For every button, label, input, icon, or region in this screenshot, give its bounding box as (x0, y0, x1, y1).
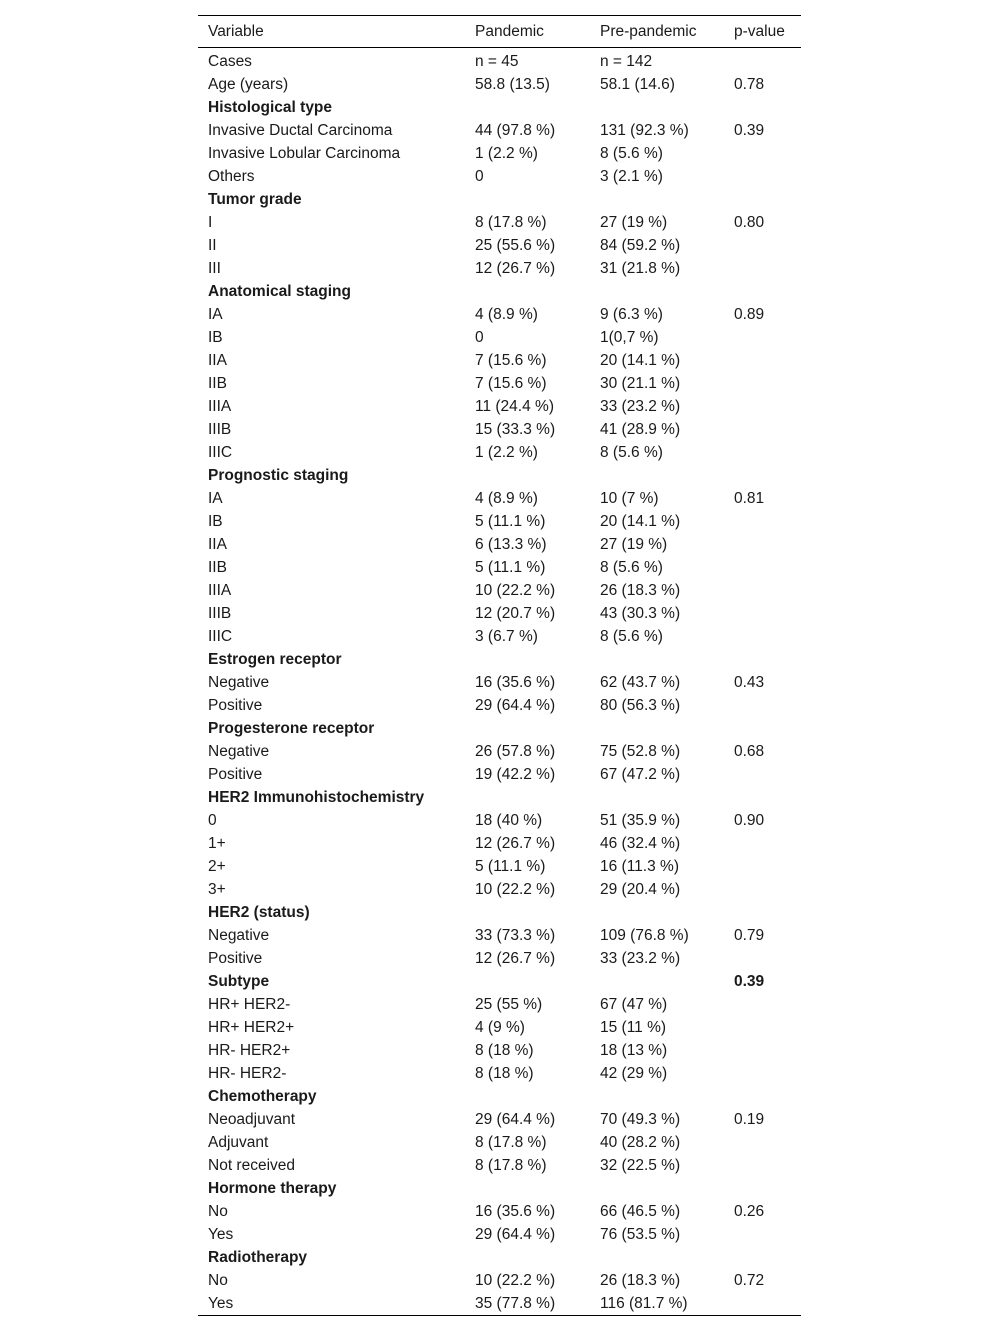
cell-pandemic (465, 717, 590, 740)
cell-variable: Hormone therapy (208, 1179, 337, 1197)
cell-variable: Anatomical staging (208, 282, 351, 300)
cell-prepandemic: 9 (6.3 %) (600, 305, 663, 323)
cell-variable: IIIA (208, 397, 232, 415)
cell-variable: HER2 (status) (208, 903, 310, 921)
cell-pandemic (465, 1177, 590, 1200)
cell-prepandemic: 41 (28.9 %) (600, 420, 681, 438)
cell-pvalue (724, 533, 801, 556)
cell-variable: 0 (208, 811, 217, 829)
cell-prepandemic: 29 (20.4 %) (600, 880, 681, 898)
cell-variable: Positive (208, 949, 263, 967)
table-row (198, 349, 801, 372)
cell-pandemic: 12 (26.7 %) (475, 259, 556, 277)
cell-variable: III (208, 259, 221, 277)
section-row (198, 464, 801, 487)
cell-prepandemic: 42 (29 %) (600, 1064, 668, 1082)
cell-prepandemic (590, 901, 724, 924)
cell-pvalue (724, 625, 801, 648)
table-row (198, 878, 801, 901)
cell-variable: Positive (208, 765, 263, 783)
cell-prepandemic (590, 717, 724, 740)
cell-variable: Radiotherapy (208, 1248, 308, 1266)
cell-pandemic: 0 (475, 167, 484, 185)
cell-pvalue (724, 1223, 801, 1246)
cell-pvalue (724, 763, 801, 786)
cell-pandemic: 33 (73.3 %) (475, 926, 556, 944)
cell-pvalue (724, 257, 801, 280)
cell-prepandemic: 43 (30.3 %) (600, 604, 681, 622)
cell-pandemic: 1 (2.2 %) (475, 144, 538, 162)
cell-pvalue (724, 993, 801, 1016)
cell-pandemic: 26 (57.8 %) (475, 742, 556, 760)
table-row (198, 832, 801, 855)
table-row (198, 73, 801, 96)
table-row (198, 809, 801, 832)
cell-prepandemic: n = 142 (600, 52, 653, 70)
cell-prepandemic: 40 (28.2 %) (600, 1133, 681, 1151)
cell-variable: Invasive Ductal Carcinoma (208, 121, 393, 139)
cell-pandemic: 4 (8.9 %) (475, 305, 538, 323)
cell-variable: IB (208, 328, 223, 346)
cell-prepandemic: 27 (19 %) (600, 213, 668, 231)
table-row (198, 625, 801, 648)
cell-prepandemic: 27 (19 %) (600, 535, 668, 553)
cell-variable: IA (208, 489, 223, 507)
cell-pandemic: n = 45 (475, 52, 519, 70)
table-row (198, 1039, 801, 1062)
data-table-container (198, 15, 801, 1316)
cell-prepandemic: 18 (13 %) (600, 1041, 668, 1059)
table-row (198, 740, 801, 763)
table-row (198, 326, 801, 349)
cell-variable: 1+ (208, 834, 226, 852)
cell-pandemic: 5 (11.1 %) (475, 512, 546, 530)
header-row (198, 16, 801, 48)
cell-pvalue (724, 786, 801, 809)
cell-pandemic (465, 464, 590, 487)
cell-prepandemic: 10 (7 %) (600, 489, 659, 507)
table-row (198, 947, 801, 970)
cell-variable: IIIB (208, 604, 232, 622)
table-row (198, 1062, 801, 1085)
cell-prepandemic: 75 (52.8 %) (600, 742, 681, 760)
cell-pvalue (724, 372, 801, 395)
cell-pvalue: 0.79 (734, 926, 765, 944)
cell-pvalue (724, 165, 801, 188)
cell-prepandemic: 70 (49.3 %) (600, 1110, 681, 1128)
cell-prepandemic: 80 (56.3 %) (600, 696, 681, 714)
cell-pandemic (465, 970, 590, 993)
cell-variable: Age (years) (208, 75, 289, 93)
table-body (198, 48, 801, 1316)
comparison-table (198, 15, 801, 1316)
cell-pandemic (465, 786, 590, 809)
table-row (198, 556, 801, 579)
cell-pvalue: 0.89 (734, 305, 765, 323)
cell-variable: Yes (208, 1294, 234, 1312)
cell-prepandemic: 33 (23.2 %) (600, 397, 681, 415)
cell-pvalue (724, 326, 801, 349)
cell-variable: Prognostic staging (208, 466, 349, 484)
table-row (198, 993, 801, 1016)
cell-variable: II (208, 236, 217, 254)
cell-pvalue (724, 579, 801, 602)
cell-prepandemic: 31 (21.8 %) (600, 259, 681, 277)
table-row (198, 48, 801, 74)
cell-prepandemic: 8 (5.6 %) (600, 627, 663, 645)
cell-variable: IB (208, 512, 223, 530)
cell-prepandemic: 66 (46.5 %) (600, 1202, 681, 1220)
cell-prepandemic: 15 (11 %) (600, 1018, 667, 1036)
cell-pvalue (724, 855, 801, 878)
cell-prepandemic: 67 (47 %) (600, 995, 668, 1013)
section-row (198, 901, 801, 924)
cell-pvalue: 0.39 (734, 972, 765, 990)
table-row (198, 579, 801, 602)
section-row (198, 1177, 801, 1200)
cell-variable: I (208, 213, 213, 231)
cell-variable: Cases (208, 52, 252, 70)
cell-prepandemic: 33 (23.2 %) (600, 949, 681, 967)
cell-pandemic (465, 1246, 590, 1269)
cell-pvalue (724, 441, 801, 464)
cell-pvalue: 0.81 (734, 489, 765, 507)
table-row (198, 1016, 801, 1039)
cell-pvalue (724, 1016, 801, 1039)
cell-prepandemic (590, 970, 724, 993)
cell-pandemic: 4 (9 %) (475, 1018, 525, 1036)
cell-pvalue (724, 349, 801, 372)
section-row (198, 648, 801, 671)
section-row (198, 1246, 801, 1269)
cell-variable: IA (208, 305, 223, 323)
cell-variable: Neoadjuvant (208, 1110, 296, 1128)
cell-pvalue (724, 1062, 801, 1085)
cell-variable: HR+ HER2- (208, 995, 291, 1013)
cell-variable: Adjuvant (208, 1133, 269, 1151)
cell-pandemic: 25 (55.6 %) (475, 236, 556, 254)
table-row (198, 1223, 801, 1246)
cell-pvalue (724, 1292, 801, 1316)
cell-pvalue (724, 188, 801, 211)
cell-variable: HER2 Immunohistochemistry (208, 788, 425, 806)
table-row (198, 165, 801, 188)
cell-pandemic: 4 (8.9 %) (475, 489, 538, 507)
cell-pandemic: 19 (42.2 %) (475, 765, 556, 783)
section-row (198, 280, 801, 303)
cell-variable: IIIC (208, 443, 233, 461)
cell-pvalue (724, 48, 801, 74)
table-row (198, 1131, 801, 1154)
cell-pvalue: 0.78 (734, 75, 765, 93)
cell-variable: IIIA (208, 581, 232, 599)
cell-pandemic: 7 (15.6 %) (475, 374, 547, 392)
cell-pvalue (724, 395, 801, 418)
cell-variable: IIB (208, 558, 227, 576)
table-row (198, 487, 801, 510)
cell-pandemic: 8 (17.8 %) (475, 213, 547, 231)
header-pandemic: Pandemic (475, 22, 544, 40)
cell-pandemic: 29 (64.4 %) (475, 1225, 556, 1243)
cell-pandemic: 12 (20.7 %) (475, 604, 556, 622)
cell-pandemic: 3 (6.7 %) (475, 627, 538, 645)
cell-pvalue (724, 1085, 801, 1108)
cell-pandemic: 5 (11.1 %) (475, 558, 546, 576)
cell-pandemic: 16 (35.6 %) (475, 1202, 556, 1220)
cell-pvalue (724, 694, 801, 717)
table-row (198, 510, 801, 533)
cell-variable: HR- HER2- (208, 1064, 287, 1082)
cell-pvalue: 0.90 (734, 811, 765, 829)
cell-prepandemic: 51 (35.9 %) (600, 811, 681, 829)
table-row (198, 234, 801, 257)
section-row (198, 970, 801, 993)
cell-pandemic: 25 (55 %) (475, 995, 543, 1013)
cell-pvalue (724, 947, 801, 970)
cell-variable: No (208, 1271, 228, 1289)
cell-pvalue (724, 280, 801, 303)
section-row (198, 96, 801, 119)
cell-pvalue: 0.19 (734, 1110, 765, 1128)
cell-pvalue (724, 464, 801, 487)
cell-prepandemic: 3 (2.1 %) (600, 167, 663, 185)
cell-pandemic (465, 96, 590, 119)
cell-prepandemic: 62 (43.7 %) (600, 673, 681, 691)
cell-variable: 2+ (208, 857, 226, 875)
cell-variable: Tumor grade (208, 190, 302, 208)
cell-pandemic: 11 (24.4 %) (475, 397, 554, 415)
cell-variable: 3+ (208, 880, 226, 898)
section-row (198, 188, 801, 211)
cell-pandemic (465, 188, 590, 211)
cell-prepandemic: 116 (81.7 %) (600, 1294, 688, 1312)
cell-pandemic: 6 (13.3 %) (475, 535, 547, 553)
cell-variable: Subtype (208, 972, 270, 990)
cell-pandemic: 8 (17.8 %) (475, 1133, 547, 1151)
table-row (198, 441, 801, 464)
cell-pandemic (465, 280, 590, 303)
cell-variable: Others (208, 167, 255, 185)
cell-variable: Yes (208, 1225, 234, 1243)
cell-pandemic: 8 (18 %) (475, 1041, 534, 1059)
cell-prepandemic: 84 (59.2 %) (600, 236, 681, 254)
cell-variable: Negative (208, 742, 270, 760)
cell-variable: IIIC (208, 627, 233, 645)
cell-variable: IIA (208, 535, 227, 553)
table-row (198, 1269, 801, 1292)
cell-prepandemic: 26 (18.3 %) (600, 1271, 681, 1289)
table-header (198, 16, 801, 48)
cell-pvalue (724, 96, 801, 119)
cell-pvalue (724, 648, 801, 671)
cell-prepandemic: 8 (5.6 %) (600, 558, 663, 576)
cell-pandemic: 5 (11.1 %) (475, 857, 546, 875)
cell-pvalue: 0.43 (734, 673, 765, 691)
section-row (198, 717, 801, 740)
cell-pvalue: 0.26 (734, 1202, 765, 1220)
cell-pvalue: 0.72 (734, 1271, 765, 1289)
cell-pvalue (724, 901, 801, 924)
table-row (198, 1108, 801, 1131)
header-variable: Variable (208, 22, 264, 40)
cell-prepandemic: 32 (22.5 %) (600, 1156, 681, 1174)
cell-prepandemic: 58.1 (14.6) (600, 75, 675, 93)
cell-pandemic: 58.8 (13.5) (475, 75, 550, 93)
cell-pvalue (724, 1131, 801, 1154)
cell-pvalue (724, 717, 801, 740)
cell-prepandemic (590, 786, 724, 809)
cell-pandemic: 16 (35.6 %) (475, 673, 556, 691)
cell-pandemic: 29 (64.4 %) (475, 696, 556, 714)
cell-pandemic: 18 (40 %) (475, 811, 543, 829)
cell-prepandemic (590, 280, 724, 303)
cell-variable: Estrogen receptor (208, 650, 342, 668)
cell-pandemic: 1 (2.2 %) (475, 443, 538, 461)
cell-prepandemic (590, 188, 724, 211)
table-row (198, 395, 801, 418)
cell-variable: Negative (208, 926, 270, 944)
header-pvalue: p-value (734, 22, 785, 40)
cell-prepandemic: 8 (5.6 %) (600, 144, 663, 162)
cell-pandemic: 0 (475, 328, 484, 346)
table-row (198, 119, 801, 142)
cell-pvalue (724, 1039, 801, 1062)
cell-prepandemic: 67 (47.2 %) (600, 765, 681, 783)
cell-pvalue (724, 142, 801, 165)
cell-prepandemic: 1(0,7 %) (600, 328, 659, 346)
table-row (198, 142, 801, 165)
cell-variable: Negative (208, 673, 270, 691)
cell-variable: Chemotherapy (208, 1087, 317, 1105)
cell-prepandemic (590, 464, 724, 487)
cell-variable: Invasive Lobular Carcinoma (208, 144, 401, 162)
table-row (198, 1154, 801, 1177)
table-row (198, 671, 801, 694)
cell-pandemic: 12 (26.7 %) (475, 949, 556, 967)
table-row (198, 211, 801, 234)
cell-pandemic: 12 (26.7 %) (475, 834, 556, 852)
cell-variable: Histological type (208, 98, 333, 116)
cell-variable: Positive (208, 696, 263, 714)
cell-prepandemic: 76 (53.5 %) (600, 1225, 681, 1243)
cell-pandemic: 10 (22.2 %) (475, 880, 556, 898)
cell-prepandemic (590, 1246, 724, 1269)
cell-prepandemic: 20 (14.1 %) (600, 351, 681, 369)
table-row (198, 303, 801, 326)
cell-prepandemic (590, 1177, 724, 1200)
section-row (198, 786, 801, 809)
table-row (198, 602, 801, 625)
table-row (198, 1292, 801, 1316)
cell-variable: Not received (208, 1156, 296, 1174)
cell-prepandemic (590, 1085, 724, 1108)
cell-pvalue: 0.39 (734, 121, 765, 139)
cell-prepandemic: 131 (92.3 %) (600, 121, 689, 139)
cell-pvalue (724, 556, 801, 579)
cell-prepandemic: 20 (14.1 %) (600, 512, 681, 530)
cell-pvalue (724, 1177, 801, 1200)
table-row (198, 855, 801, 878)
cell-pandemic: 8 (17.8 %) (475, 1156, 547, 1174)
cell-prepandemic: 8 (5.6 %) (600, 443, 663, 461)
cell-variable: IIB (208, 374, 227, 392)
cell-pvalue (724, 1246, 801, 1269)
table-row (198, 533, 801, 556)
cell-pvalue: 0.68 (734, 742, 765, 760)
table-row (198, 763, 801, 786)
table-row (198, 372, 801, 395)
cell-pvalue (724, 510, 801, 533)
cell-pandemic: 15 (33.3 %) (475, 420, 556, 438)
section-row (198, 1085, 801, 1108)
cell-prepandemic: 46 (32.4 %) (600, 834, 681, 852)
cell-variable: IIIB (208, 420, 232, 438)
table-row (198, 1200, 801, 1223)
cell-pvalue (724, 418, 801, 441)
cell-pandemic: 35 (77.8 %) (475, 1294, 556, 1312)
cell-variable: HR- HER2+ (208, 1041, 291, 1059)
cell-prepandemic: 109 (76.8 %) (600, 926, 689, 944)
cell-prepandemic: 30 (21.1 %) (600, 374, 681, 392)
cell-pvalue (724, 1154, 801, 1177)
cell-pandemic: 44 (97.8 %) (475, 121, 556, 139)
cell-pandemic: 7 (15.6 %) (475, 351, 547, 369)
cell-prepandemic (590, 648, 724, 671)
cell-pvalue (724, 878, 801, 901)
cell-variable: HR+ HER2+ (208, 1018, 295, 1036)
cell-pandemic (465, 648, 590, 671)
header-prepandemic: Pre-pandemic (600, 22, 697, 40)
cell-pandemic (465, 1085, 590, 1108)
cell-pandemic: 10 (22.2 %) (475, 581, 556, 599)
cell-pandemic: 10 (22.2 %) (475, 1271, 556, 1289)
cell-pandemic (465, 901, 590, 924)
cell-prepandemic: 16 (11.3 %) (600, 857, 679, 875)
cell-variable: IIA (208, 351, 227, 369)
cell-prepandemic: 26 (18.3 %) (600, 581, 681, 599)
table-row (198, 257, 801, 280)
table-row (198, 924, 801, 947)
table-row (198, 418, 801, 441)
cell-variable: No (208, 1202, 228, 1220)
cell-pvalue (724, 602, 801, 625)
cell-pandemic: 29 (64.4 %) (475, 1110, 556, 1128)
table-row (198, 694, 801, 717)
cell-pvalue (724, 234, 801, 257)
cell-variable: Progesterone receptor (208, 719, 375, 737)
cell-pvalue: 0.80 (734, 213, 765, 231)
cell-pandemic: 8 (18 %) (475, 1064, 534, 1082)
cell-prepandemic (590, 96, 724, 119)
cell-pvalue (724, 832, 801, 855)
